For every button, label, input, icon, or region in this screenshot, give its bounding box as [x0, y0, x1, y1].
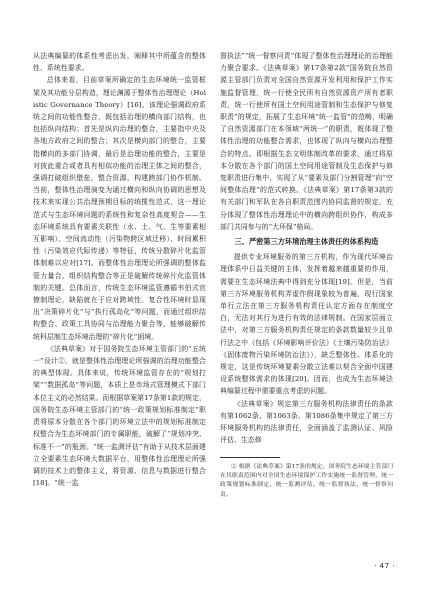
- paragraph: 《法典草案》规定第三方服务机构法律责任的条款有第1062条、第1063条、第1086条集中规定了第三方环境服务机构的法律责任，全面涵盖了监测认证、风险评估、生态修: [220, 399, 393, 445]
- footnote-divider: [220, 457, 280, 458]
- right-column: [220, 50, 393, 500]
- paragraph: 督执法”“统一督察问责”体现了整体性治理理论的治理能力聚合要求。《法典草案》第17条第2款“国务院自然资源主管部门负责对全国自然资源开发利用和保护工作实施监督管理，统一行使全民所有自然资源资产所有者职责，统一行使所有国土空间用途管制和生态保护与修复职责”的规定，拓展了生态环境“统一监管”的范畴，明确了自然资源部门在本领域“两统一”的职责，既体现了整体性治理的功能整合需求，也体现了纵向与横向治理整合的特点。即根据生态文明体制改革的要求，通过将原本分散在各个部门的国土空间用途管制及生态保护与修复职责进行集中，实现了从“要素及部门分割管理”向“空间整体治理”的范式转换。《法典草案》第17条第3款的有关部门和军队在各自职责范围内协同监督的规定，充分体现了整体性治理理论中的横向跨组织协作，构成多部门共同参与的“大环保”格局。: [220, 52, 393, 231]
- section-heading: 三、严密第三方环境治理主体责任的体系构造: [234, 237, 379, 247]
- paragraph: 提供专业环境服务的第三方机构，作为现代环境治理体系中日益关键的主体，发挥着越来越重要的作用，需要在生态环境法典中得到充分体现[19]。但是，当前第三方环境服务机构弄虚作假现象较为普遍，现行国家单行立法在第三方服务机构责任认定方面存在制度空白，无法对其行为进行有效的法律规制。在国家层面立法中，对第三方服务机构责任规定的条款数量较少且单行法之中（包括《环境影响评价法》《土壤污染防治法》《固体废物污染环境防治法》），缺乏整体性、体系化的规定，这是传统环境要素分散立法难以契合全面中国建设系统整体需求的体现[20]。因而，也成为生态环境法典编纂过程中需要重点考虑的问题。: [220, 253, 393, 396]
- paragraph: 总体来看，目前草案所确定的生态环境统一监管框架及其功能分层构造，理论渊源于整体性治理理论（Holistic Governance Theory）[16]。该理论强调政府系统之间的功能性整合，既包括治理的横向部门结构，也包括纵向结构；首先是纵向治理的整合，主要指中央及各地方政府之间的整合；其次是横向部门的整合，主要指横向的多部门协调，最后是治理功能的整合，主要是对彼此重合或者具有相似功能的治理主体之间的整合，强调打破组织壁垒，整合资源，构建跨部门协作机制。当前，整体性治理演变为通过横向和纵向协调的思想及技术来实现公共治理预期目标的统揽性范式，这一理论范式与生态环境问题的系统性和复杂性高度契合——生态环境系统具有要素关联性（水、土、气、生等要素相互影响）、空间流动性（污染物跨区域迁移）、时间累积性（污染效应代际传递）等特征，传统分散碎片化监管体制难以应对[17]。而整体性治理理论所强调的整体监管力量合，组织结构整合等正是破解传统碎片化监管体制的关键。总体而言，传统生态环境监管遵循韦伯式官僚制理论，缺陷就在于应对跨域性、复合性环境时显现出“决策碎片化”与“执行孤岛化”等问题，而通过组织结构整合、政策工具协同与治理能力聚合等，能够破解传统科层制生态环境治理的“碎片化”困境。: [33, 76, 206, 341]
- left-column: [33, 50, 206, 489]
- paragraph: 《法典草案》对于国务院生态环境主管部门的“五统一”设计②，就是整体性治理理论所强调的治理功能整合的典型体现。具体来说，传统环境监管存在的“规划打架”“数据孤岛”等问题，本质上是市场式管理模式下部门本位主义的必然结果。而根据草案第17条第1款的规定，国务院生态环境主管部门的“统一政策规划标准制定”职责将原本分散在各个部门的环境立法中的规划标准制定权整合为生态环境部门的专属职能，破解了“规划冲突、标准不一”的瓶颈。“统一监测评估”有助于从技术层面建立全要素生态环境大数据平台，用整体性治理理论所强调的技术上的整体主义，将资源、信息与数据进行整合[18]。“统一监: [33, 344, 206, 488]
- paragraph: 从法典编纂的体系性考虑出发，阐释其中所蕴含的整体性、系统性要求。: [33, 52, 206, 73]
- footnote: ② 根据《法典草案》第17条的规定，国务院生态环境主管部门在其职责范围内对全国生态环境保护工作实施统一监督管理，统一政策规划标准制定、统一监测评估、统一监督执法、统一督察问责。: [220, 463, 393, 498]
- page-number: · 47 ·: [374, 562, 395, 570]
